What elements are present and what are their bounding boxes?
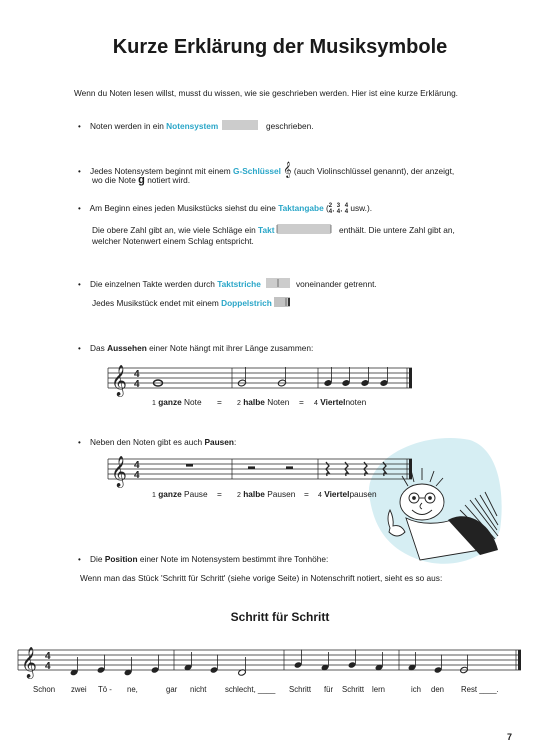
lyric-syllable: für	[324, 685, 334, 694]
bullet-doppelstrich: Jedes Musikstück endet mit einem Doppelstrich	[92, 298, 272, 308]
bullet-position: • Die Position einer Note im Notensystem bestimmt ihre Tonhöhe:	[78, 554, 329, 564]
quarter-note	[294, 650, 303, 669]
time-sig-top: 4	[134, 460, 140, 471]
half-note	[277, 367, 286, 387]
lyric-syllable: ne,	[127, 685, 138, 694]
song-staff	[18, 642, 521, 678]
bullet-taktstriche: • Die einzelnen Takte werden durch Taktstriche	[78, 279, 261, 289]
bullet-taktangabe: • Am Beginn eines jeden Musikstücks siehst du eine Taktangabe (2 4, 3 4, 4 4 usw.).	[78, 203, 373, 215]
quarter-note	[341, 367, 350, 387]
position-explanation: Wenn man das Stück 'Schritt für Schritt' (siehe vorige Seite) in Notenschrift notiert, sieht es so aus:	[80, 573, 443, 583]
cartoon-illustration	[330, 400, 505, 570]
label-halbe-noten: 2 halbe Noten	[237, 397, 290, 407]
time-signature-icon: 4 4	[344, 203, 349, 215]
quarter-note	[379, 367, 388, 387]
lyric-syllable: zwei	[71, 685, 87, 694]
staff-icon	[222, 120, 258, 130]
time-sig-top: 4	[134, 369, 140, 380]
label-viertelpausen: 4 Viertelpausen	[318, 489, 377, 499]
lyric-syllable: Rest ____.	[461, 685, 499, 694]
half-rest	[286, 466, 293, 469]
treble-clef-icon: 𝄞	[21, 647, 37, 678]
quarter-note	[323, 367, 332, 387]
treble-clef-icon: 𝄞	[111, 456, 127, 487]
lyric-syllable: lern	[372, 685, 386, 694]
half-rest	[248, 466, 255, 469]
quarter-note	[434, 655, 443, 674]
time-signature-icon: 3 4	[336, 203, 341, 215]
lyric-syllable: Schritt	[342, 685, 365, 694]
quarter-note	[348, 650, 357, 669]
rest-values-staff	[108, 455, 412, 487]
quarter-note	[210, 655, 219, 674]
lyric-syllable: Tö -	[98, 685, 112, 694]
bullet-taktangabe-line2: Die obere Zahl gibt an, wie viele Schläge ein Takt	[92, 225, 275, 235]
equals-sign: =	[217, 397, 222, 407]
lyric-syllable: ich	[411, 685, 421, 694]
lyric-syllable: nicht	[190, 685, 207, 694]
treble-clef-icon: 𝄞	[283, 162, 292, 178]
bullet-notensystem-post: geschrieben.	[266, 121, 314, 131]
quarter-note	[97, 655, 106, 674]
song-title: Schritt für Schritt	[230, 610, 330, 624]
lyric-syllable: Schon	[33, 685, 56, 694]
label-halbe-pausen: 2 halbe Pausen	[237, 489, 296, 499]
barline-icon	[266, 278, 290, 288]
measure-icon	[277, 224, 331, 234]
bullet-aussehen: • Das Aussehen einer Note hängt mit ihrer Länge zusammen:	[78, 343, 314, 353]
quarter-note	[151, 655, 160, 674]
whole-rest	[186, 464, 193, 467]
page-title: Kurze Erklärung der Musiksymbole	[112, 36, 448, 58]
bullet-taktstriche-post: voneinander getrennt.	[296, 279, 377, 289]
quarter-note	[360, 367, 369, 387]
lyric-syllable: gar	[166, 685, 178, 694]
bullet-taktangabe-line2-post: enthält. Die untere Zahl gibt an,	[339, 225, 455, 235]
label-ganze-pause: 1 ganze Pause	[152, 489, 208, 499]
label-viertelnoten: 4 Viertelnoten	[314, 397, 367, 407]
intro-text: Wenn du Noten lesen willst, musst du wissen, wie sie geschrieben werden. Hier ist eine kurze Erklärung.	[74, 88, 458, 98]
double-barline-icon	[274, 297, 290, 307]
time-sig-top: 4	[45, 651, 51, 662]
time-sig-bottom: 4	[134, 470, 140, 481]
bullet-g-schluessel: • Jedes Notensystem beginnt mit einem G-Schlüssel 𝄞 (auch Violinschlüssel genannt), der anzeigt,	[78, 162, 455, 178]
equals-sign: =	[299, 397, 304, 407]
half-note	[460, 655, 469, 674]
time-sig-bottom: 4	[45, 661, 51, 672]
bullet-pausen: • Neben den Noten gibt es auch Pausen:	[78, 437, 237, 447]
note-values-staff	[108, 364, 412, 396]
lyric-syllable: den	[431, 685, 445, 694]
lyric-syllable: schlecht, ____	[225, 685, 276, 694]
time-sig-bottom: 4	[134, 379, 140, 390]
equals-sign: =	[304, 489, 309, 499]
lyric-syllable: Schritt	[289, 685, 312, 694]
bullet-g-schluessel-line2: wo die Note g notiert wird.	[92, 174, 191, 186]
half-note	[237, 367, 246, 387]
label-ganze-note: 1 ganze Note	[152, 397, 202, 407]
bullet-notensystem: • Noten werden in ein Notensystem	[78, 121, 219, 131]
time-signature-icon: 2 4	[328, 203, 333, 215]
equals-sign: =	[217, 489, 222, 499]
treble-clef-icon: 𝄞	[111, 365, 127, 396]
bullet-taktangabe-line3: welcher Notenwert einem Schlag entspricht.	[92, 236, 254, 246]
page-number: 7	[507, 732, 513, 742]
